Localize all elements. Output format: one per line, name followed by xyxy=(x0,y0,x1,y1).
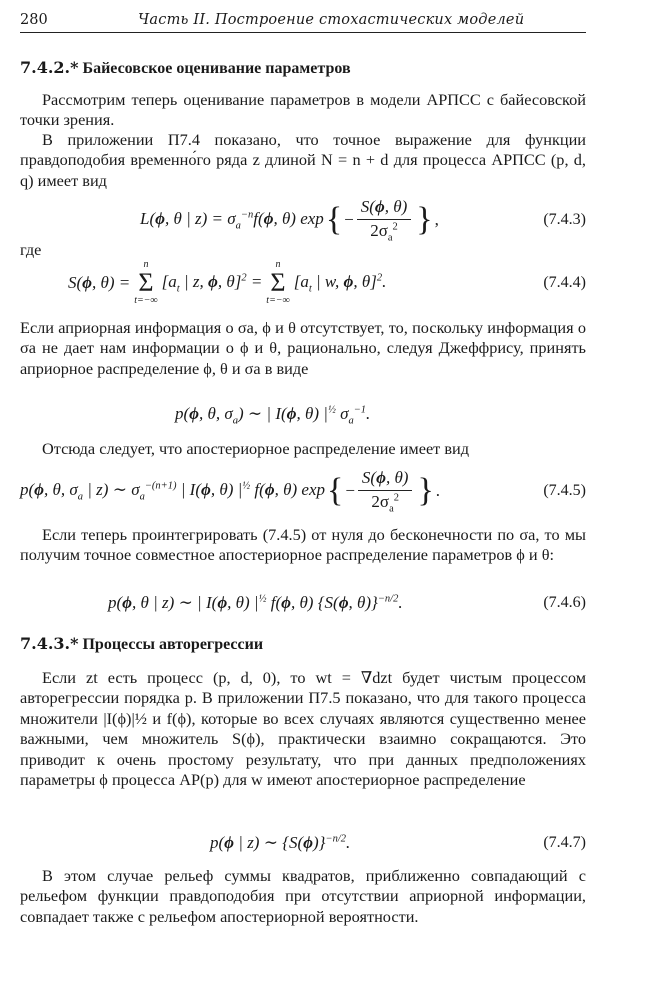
section-heading-7-4-2 xyxy=(20,58,351,78)
section-number: 7.4.2.* xyxy=(20,58,79,77)
paragraph: Если теперь проинтегрировать (7.4.5) от нуля до бесконечности по σa, то мы получим точное совместное апостериорное распределение параметров ϕ и θ: xyxy=(20,525,586,565)
equation-7-4-5: p(ϕ, θ, $\sigma_a$ | z) ∼ $\sigma_a^{-(n+1)}$ | I(ϕ, θ) $|^{\frac{1}{2}}$ f(ϕ, θ) exp { − $\frac{S(\phi, \theta)}{2\sigma_a^2}$ } . (7.4.5) xyxy=(20,467,586,515)
equation-7-4-6: p(ϕ, θ | z) ∼ | I(ϕ, θ) $|^{\frac{1}{2}}$ f(ϕ, θ) {S(ϕ, θ)}$^{-n/2}$. (7.4.6) xyxy=(108,593,586,612)
equation-number: (7.4.3) xyxy=(543,211,586,228)
paragraph: Если априорная информация о σa, ϕ и θ отсутствует, то, поскольку информация о σa не дает нам информации о ϕ и θ, рационально, следуя Джеффрису, принять априорное распределение ϕ, θ и σa в виде xyxy=(20,318,586,378)
section-heading-7-4-3 xyxy=(20,634,263,654)
paragraph: Рассмотрим теперь оценивание параметров в модели АРПСС с байесовской точки зрения. xyxy=(20,90,586,130)
paragraph: В этом случае рельеф суммы квадратов, приближенно совпадающий с рельефом функции правдоподобия при отсутствии априорной информации, совпадает также с рельефом апостериорной вероятности. xyxy=(20,866,586,926)
section-title: Байесовское оценивание параметров xyxy=(82,60,351,77)
equation-body: L(ϕ, θ | $z) = \sigma_a^{-n}f(\phi$, θ) exp xyxy=(140,208,324,232)
equation-7-4-3: L(ϕ, θ | $z) = \sigma_a^{-n}f(\phi$, θ) exp { − $\frac{S(\phi, \theta)}{2\sigma_a^2}$ } , (7.4.3) xyxy=(140,196,586,244)
equation-7-4-7: p(ϕ | z) ∼ $\{S(\phi)\}^{-n/2}$. (7.4.7) xyxy=(210,833,586,852)
equation-number: (7.4.4) xyxy=(543,274,586,291)
section-number: 7.4.3.* xyxy=(20,634,79,653)
equation-number: (7.4.7) xyxy=(543,834,586,851)
page-number: 280 xyxy=(20,12,48,28)
running-title: Часть II. Построение стохастических моделей xyxy=(138,12,525,28)
paragraph: В приложении П7.4 показано, что точное выражение для функции правдоподобия временно́го ряда z длиной N = n + d для процесса АРПСС (p, d, q) имеет вид xyxy=(20,130,586,190)
paragraph: Если zt есть процесс (p, d, 0), то wt = ∇dzt будет чистым процессом авторегрессии порядка p. В приложении П7.5 показано, что для такого процесса множители |I(ϕ)|½ и f(ϕ), которые во всех случаях являются существенно менее важными, чем множитель S(ϕ), практически взаимно сокращаются. Это приводит к очень простому результату, что при данных предположениях параметры ϕ процесса АР(p) для w имеют апостериорное распределение xyxy=(20,668,586,790)
equation-prior: p(ϕ, θ, $\sigma_a$) ∼ | I(ϕ, θ) $|^{\frac{1}{2}}$ $\sigma_a^{-1}$. xyxy=(175,403,371,427)
section-title: Процессы авторегрессии xyxy=(82,636,264,653)
paragraph: где xyxy=(20,240,42,259)
equation-number: (7.4.6) xyxy=(543,594,586,611)
page-header xyxy=(20,10,586,33)
equation-number: (7.4.5) xyxy=(543,482,586,499)
equation-7-4-4: S(ϕ, θ) = n Σ t=−∞ [$a_t$ | z, ϕ, θ]$^2$ = n Σ t=−∞ [$a_t$ | w, ϕ, θ]$^2$. (7.4.4) xyxy=(68,259,586,306)
paragraph: Отсюда следует, что апостериорное распределение имеет вид xyxy=(42,439,470,458)
